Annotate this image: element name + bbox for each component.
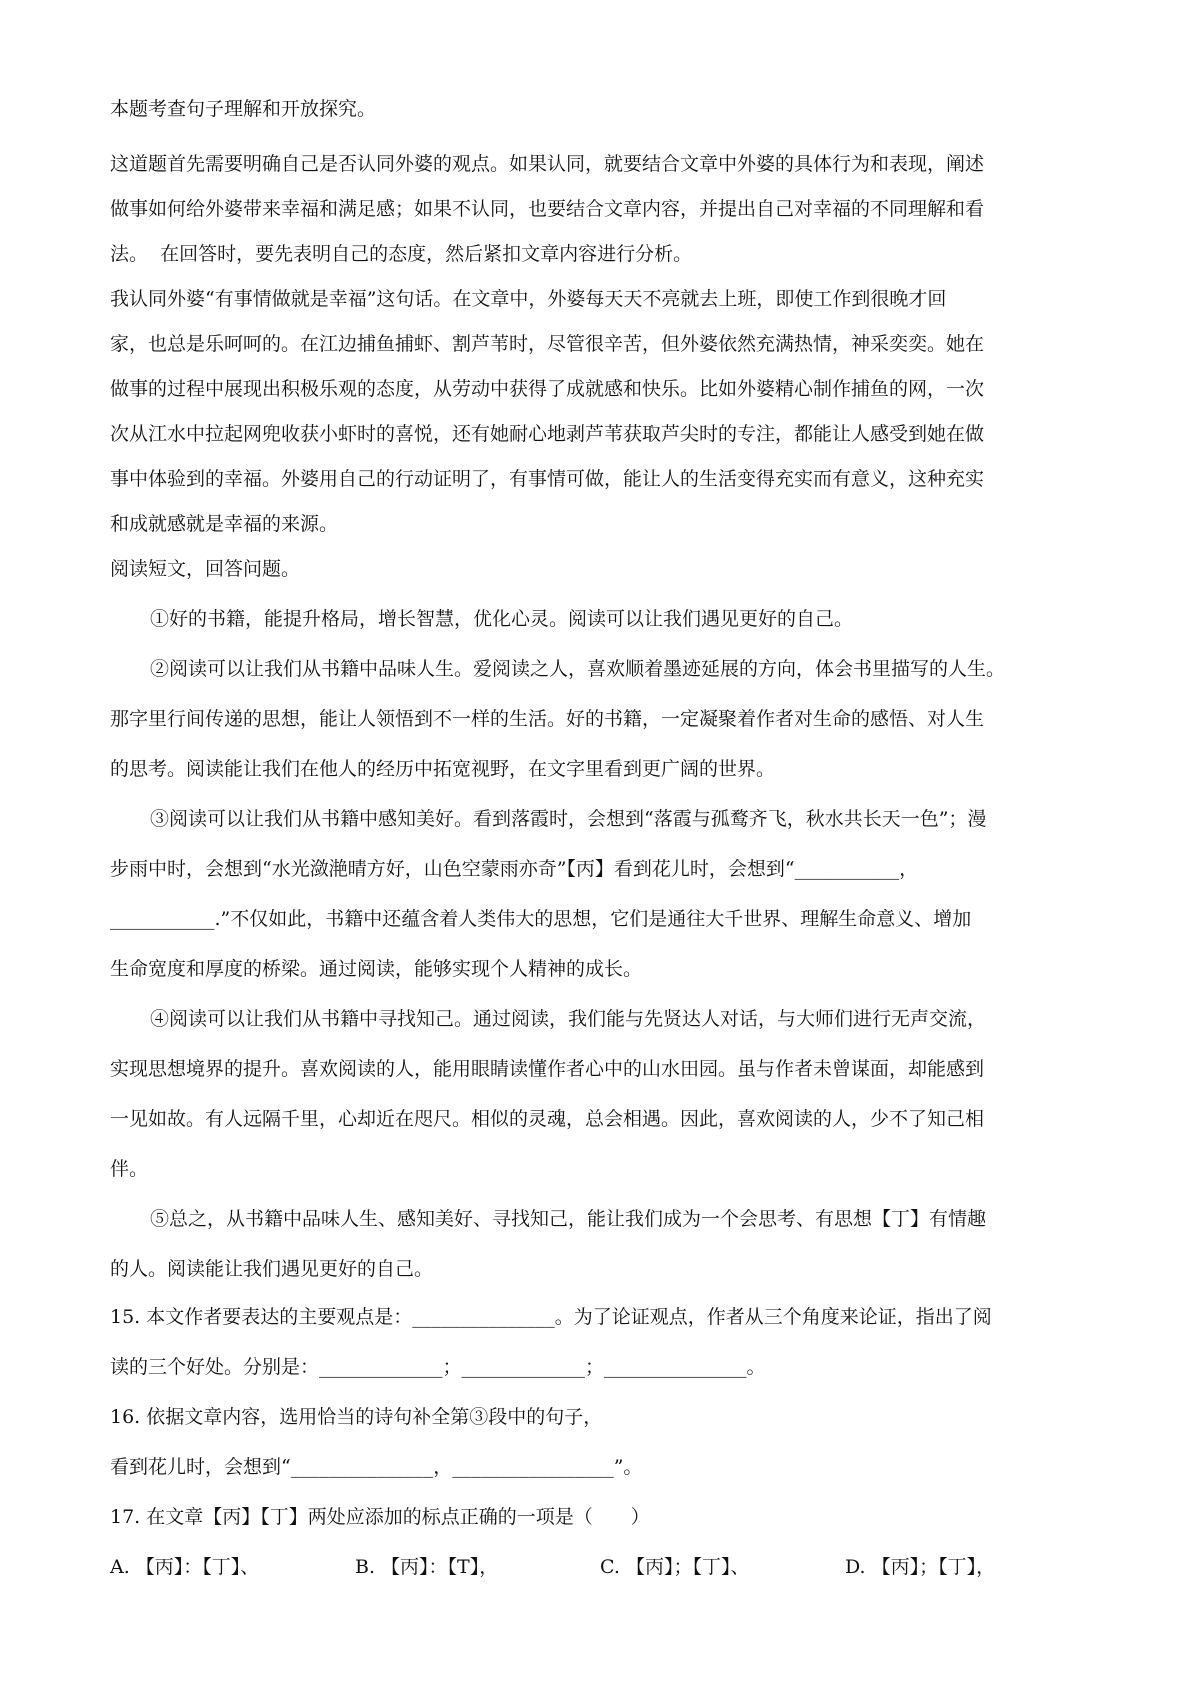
analysis-method-line: 法。 在回答时，要先表明自己的态度，然后紧扣文章内容进行分析。 — [110, 243, 693, 265]
paragraph-2-line: 那字里行间传递的思想，能让人领悟到不一样的生活。好的书籍，一定凝聚着作者对生命的感悟、对人生 — [110, 708, 985, 730]
sample-answer-line: 我认同外婆“有事情做就是幸福”这句话。在文章中，外婆每天天不亮就去上班，即使工作到很晚才回 — [110, 288, 947, 310]
sample-answer-line: 次从江水中拉起网兜收获小虾时的喜悦，还有她耐心地剥芦苇获取芦尖时的专注，都能让人感受到她在做 — [110, 423, 985, 445]
paragraph-2-line: ②阅读可以让我们从书籍中品味人生。爱阅读之人，喜欢顺着墨迹延展的方向，体会书里描写的人生。 — [150, 658, 1006, 680]
sample-answer-line: 和成就感就是幸福的来源。 — [110, 513, 339, 535]
paragraph-3-line: ③阅读可以让我们从书籍中感知美好。看到落霞时，会想到“落霞与孤鹜齐飞，秋水共长天一色”；漫 — [150, 808, 987, 830]
paragraph-4-line: 伴。 — [110, 1158, 149, 1180]
paragraph-2-line: 的思考。阅读能让我们在他人的经历中拓宽视野，在文字里看到更广阔的世界。 — [110, 758, 776, 780]
paragraph-1-line: ①好的书籍，能提升格局，增长智慧，优化心灵。阅读可以让我们遇见更好的自己。 — [150, 608, 854, 630]
question-15-line: 读的三个好处。分别是：_____________；_____________；_______________。 — [110, 1356, 766, 1378]
paragraph-3-line: 生命宽度和厚度的桥梁。通过阅读，能够实现个人精神的成长。 — [110, 958, 643, 980]
sample-answer-line: 事中体验到的幸福。外婆用自己的行动证明了，有事情可做，能让人的生活变得充实而有意义，这种充实 — [110, 468, 985, 490]
sample-answer-line: 做事的过程中展现出积极乐观的态度，从劳动中获得了成就感和快乐。比如外婆精心制作捕鱼的网，一次 — [110, 378, 985, 400]
paragraph-5-line: 的人。阅读能让我们遇见更好的自己。 — [110, 1258, 434, 1280]
question-17-option-c: C. 【丙】；【丁】、 — [600, 1556, 750, 1578]
analysis-method-line: 这道题首先需要明确自己是否认同外婆的观点。如果认同，就要结合文章中外婆的具体行为和表现，阐述 — [110, 153, 985, 175]
paragraph-4-line: ④阅读可以让我们从书籍中寻找知己。通过阅读，我们能与先贤达人对话，与大师们进行无声交流， — [150, 1008, 987, 1030]
question-16-line: 16. 依据文章内容，选用恰当的诗句补全第③段中的句子， — [110, 1406, 603, 1428]
question-15-line: 15. 本文作者要表达的主要观点是：_______________。为了论证观点，作者从三个角度来论证，指出了阅 — [110, 1306, 992, 1328]
paragraph-5-line: ⑤总之，从书籍中品味人生、感知美好、寻找知己，能让我们成为一个会思考、有思想【丁】有情趣 — [150, 1208, 987, 1230]
question-16-line: 看到花儿时，会想到“_______________，_________________”。 — [110, 1456, 643, 1478]
reading-instruction: 阅读短文，回答问题。 — [110, 558, 301, 580]
paragraph-4-line: 实现思想境界的提升。喜欢阅读的人，能用眼睛读懂作者心中的山水田园。虽与作者未曾谋面，却能感到 — [110, 1058, 985, 1080]
paragraph-4-line: 一见如故。有人远隔千里，心却近在咫尺。相似的灵魂，总会相遇。因此，喜欢阅读的人，少不了知己相 — [110, 1108, 985, 1130]
sample-answer-line: 家，也总是乐呵呵的。在江边捕鱼捕虾、割芦苇时，尽管很辛苦，但外婆依然充满热情，神采奕奕。她在 — [110, 333, 985, 355]
paragraph-3-line: ___________.”不仅如此，书籍中还蕴含着人类伟大的思想，它们是通往大千世界、理解生命意义、增加 — [110, 908, 972, 930]
question-17-option-d: D. 【丙】；【丁】， — [845, 1556, 996, 1578]
paragraph-3-line: 步雨中时，会想到“水光潋滟晴方好，山色空蒙雨亦奇”【丙】看到花儿时，会想到“___________， — [110, 858, 919, 880]
analysis-intro: 本题考查句子理解和开放探究。 — [110, 98, 377, 120]
question-17-option-b: B. 【丙】：【T】， — [355, 1556, 499, 1578]
question-17-option-a: A. 【丙】：【丁】、 — [110, 1556, 260, 1578]
analysis-method-line: 做事如何给外婆带来幸福和满足感；如果不认同，也要结合文章内容，并提出自己对幸福的不同理解和看 — [110, 198, 985, 220]
question-17-stem: 17. 在文章【丙】【丁】两处应添加的标点正确的一项是（ ） — [110, 1506, 650, 1528]
